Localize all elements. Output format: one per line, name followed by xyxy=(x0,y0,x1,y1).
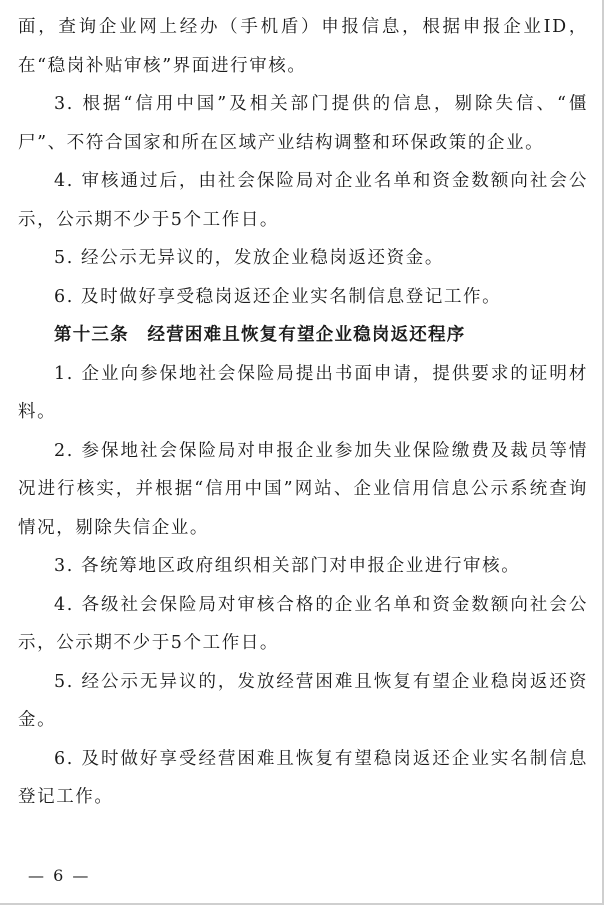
document-body xyxy=(18,8,588,817)
article-13-item-3: 3. 各统筹地区政府组织相关部门对申报企业进行审核。 xyxy=(54,556,521,576)
article-13-heading: 第十三条 经营困难且恢复有望企业稳岗返还程序 xyxy=(54,325,466,345)
article-13-item-1: 1. 企业向参保地社会保险局提出书面申请，提供要求的证明材料。 xyxy=(18,363,588,422)
article-13-item-4: 4. 各级社会保险局对审核合格的企业名单和资金数额向社会公示，公示期不少于5个工作日。 xyxy=(18,594,588,653)
paragraph-item-3: 3. 根据“信用中国”及相关部门提供的信息，剔除失信、“僵尸”、不符合国家和所在区域产业结构调整和环保政策的企业。 xyxy=(18,94,588,153)
article-13-item-2: 2. 参保地社会保险局对申报企业参加失业保险缴费及裁员等情况进行核实，并根据“信用中国”网站、企业信用信息公示系统查询情况，剔除失信企业。 xyxy=(18,440,588,538)
page-number: — 6 — xyxy=(28,866,91,885)
article-13-item-6: 6. 及时做好享受经营困难且恢复有望稳岗返还企业实名制信息登记工作。 xyxy=(18,748,588,807)
paragraph-continuation: 面，查询企业网上经办（手机盾）申报信息，根据申报企业ID，在“稳岗补贴审核”界面进行审核。 xyxy=(18,17,588,76)
paragraph-item-6: 6. 及时做好享受稳岗返还企业实名制信息登记工作。 xyxy=(54,286,502,307)
paragraph-item-5: 5. 经公示无异议的，发放企业稳岗返还资金。 xyxy=(54,248,444,268)
article-13-item-5: 5. 经公示无异议的，发放经营困难且恢复有望企业稳岗返还资金。 xyxy=(18,671,588,730)
paragraph-item-4: 4. 审核通过后，由社会保险局对企业名单和资金数额向社会公示，公示期不少于5个工作日。 xyxy=(18,171,588,230)
